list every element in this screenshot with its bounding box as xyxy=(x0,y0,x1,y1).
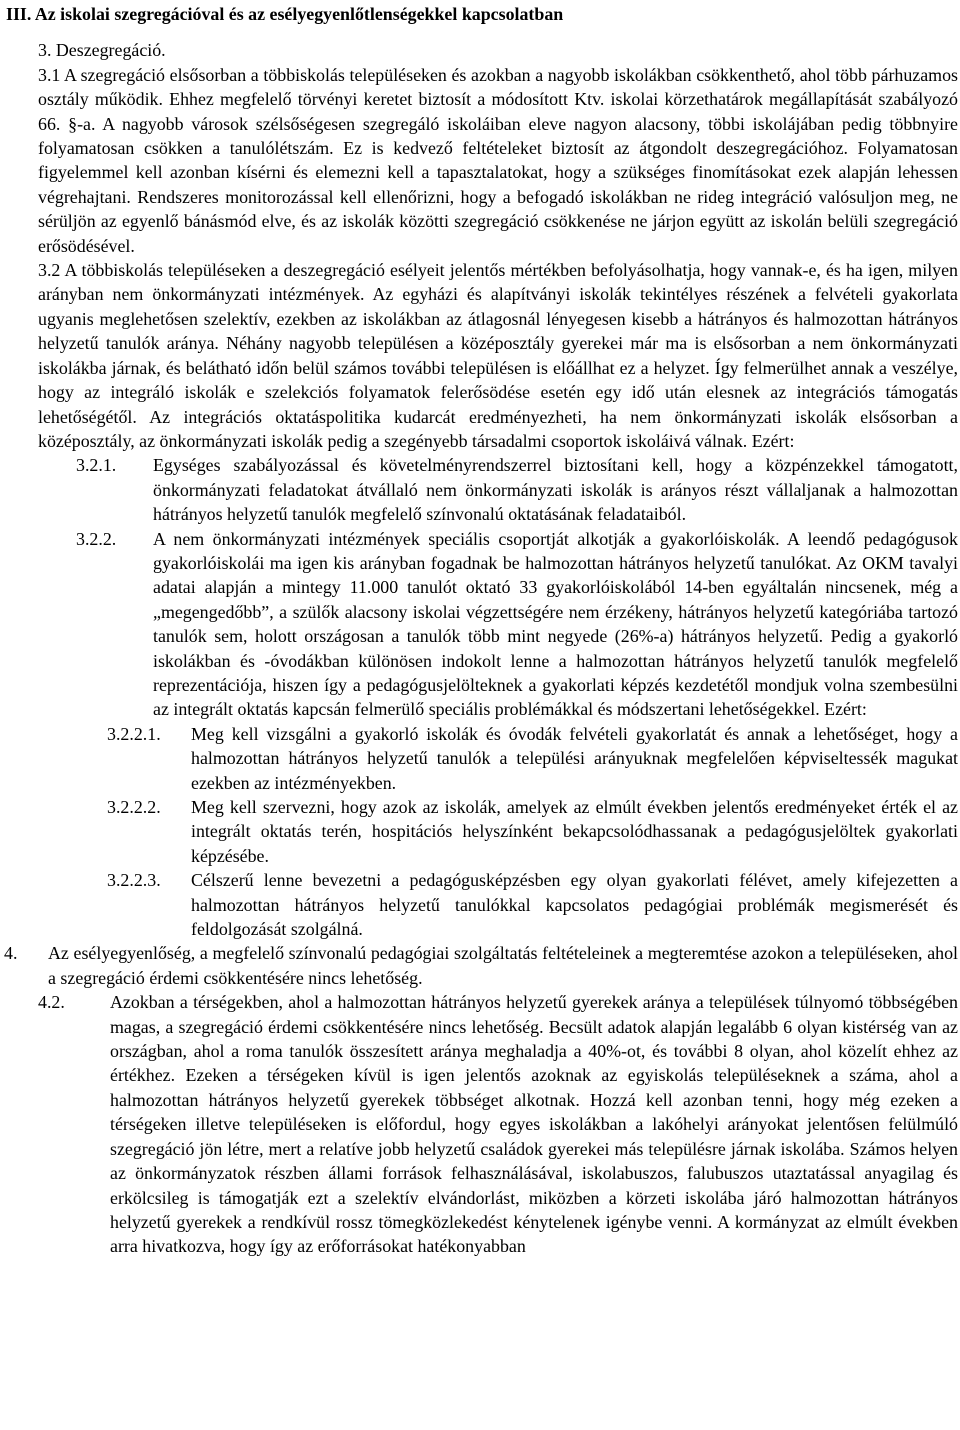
item-text: Célszerű lenne bevezetni a pedagógusképzésben egy olyan gyakorlati félévet, amely kifejezetten a halmozottan hátrányos helyzetű tanulókkal kapcsolatos pedagógiai problémák megismerését és feldolgozását szolgálná. xyxy=(191,870,958,940)
item-text: Meg kell vizsgálni a gyakorló iskolák és óvodák felvételi gyakorlatát és annak a lehetőséget, hogy a halmozottan hátrányos helyzetű tanulók a települési arányuknak megfelelően képviseltessék magukat ezekben az intézményekben. xyxy=(191,723,958,793)
item-text: Az esélyegyenlőség, a megfelelő színvonalú pedagógiai szolgáltatás feltételeinek a megteremtése azokon a településeken, ahol a szegregáció érdemi csökkentésére nincs lehetőség. xyxy=(48,943,958,988)
item-number: 3.2.2. xyxy=(76,528,117,549)
section-4-item xyxy=(4,941,958,990)
item-number: 4. xyxy=(4,943,18,964)
list-item-3-2-2-3 xyxy=(107,868,958,941)
item-number: 3.2.1. xyxy=(76,455,117,476)
paragraph-3-1: 3.1 A szegregáció elsősorban a többiskolás településeken és azokban a nagyobb iskolákban csökkenthető, ahol több párhuzamos osztály működik. Ehhez megfelelő törvényi keretet biztosít a módosított Ktv. iskolai körzethatárok megállapítását szabályozó 66. §-a. A nagyobb városok szélsőségesen szegregáló iskoláiban eleve nagyon alacsony, többi iskolájában pedig többnyire folyamatosan csökken a tanulólétszám. Ez is kedvező feltételeket biztosít az átgondolt deszegregációhoz. Folyamatosan figyelemmel kell azonban kísérni és elemezni kell a tapasztalatokat, hogy a szükséges finomításokat ezek alapján lehessen végrehajtani. Rendszeres monitorozással kell ellenőrizni, hogy a befogadó iskolákban ne rideg integráció valósuljon meg, ne sérüljön az egyenlő bánásmód elve, és az iskolák közötti szegregáció csökkenése ne járjon együtt az iskolán belüli szegregáció erősödésével. xyxy=(38,64,958,256)
list-item-3-2-2 xyxy=(76,527,958,722)
list-item-3-2-1 xyxy=(76,453,958,526)
paragraph-3-2: 3.2 A többiskolás településeken a deszegregáció esélyeit jelentős mértékben befolyásolhatja, hogy vannak-e, és ha igen, milyen arányban nem önkormányzati intézmények. Az egyházi és alapítványi iskolák tekintélyes részének a felvételi gyakorlata ugyanis meglehetősen szelektív, ezekben az iskolákban az átlagosnál lényegesen kisebb a hátrányos és halmozottan hátrányos helyzetű tanulók aránya. Néhány nagyobb településen a középosztály gyerekei már ma is elsősorban a nem önkormányzati iskolákba járnak, és belátható időn belül számos további településen is előállhat ez a helyzet. Így felmerülhet annak a veszélye, hogy az integráló iskolák e szelekciós folyamatok felerősödése esetén egy idő után elesnek az integrációs támogatás lehetőségétől. Az integrációs oktatáspolitika kudarcát eredményezheti, ha nem önkormányzati iskolák elsősorban a középosztály, az önkormányzati iskolák pedig a szegényebb társadalmi csoportok iskoláivá válnak. Ezért: xyxy=(38,260,958,451)
list-item-3-2-2-1 xyxy=(107,722,958,795)
item-text: Meg kell szervezni, hogy azok az iskolák, amelyek az elmúlt években jelentős eredményeket érték el az integrált oktatás terén, hospitációs helyszínként bekapcsolódhassanak a pedagógusjelöltek gyakorlati képzésébe. xyxy=(191,797,958,866)
item-number: 3.2.2.2. xyxy=(107,797,161,817)
item-text: Egységes szabályozással és követelményrendszerrel biztosítani kell, hogy a közpénzekkel támogatott, önkormányzati feladatokat átvállaló nem önkormányzati iskolák is arányos részt vállaljanak a halmozottan hátrányos helyzetű tanulók megfelelő színvonalú oktatásának feladataiból. xyxy=(153,455,958,525)
document-heading: III. Az iskolai szegregációval és az esélyegyenlőtlenségekkel kapcsolatban xyxy=(6,4,564,24)
list-item-3-2-2-2 xyxy=(107,795,958,868)
list-item-4-2 xyxy=(38,990,958,1258)
item-number: 4.2. xyxy=(38,992,65,1013)
item-text: A nem önkormányzati intézmények speciális csoportját alkotják a gyakorlóiskolák. A leendő pedagógusok gyakorlóiskolái ma igen kis arányban fogadnak be halmozottan hátrányos helyzetű tanulókat. Az OKM tavalyi adatai alapján a mintegy 11.000 tanulót oktató 33 gyakorlóiskolából 14-ben egyáltalán nincsenek, még a „megengedőbb”, a szülők alacsony iskolai végzettségére nem érzékeny, hátrányos helyzetű kategóriába tartozó tanulók sem, holott országosan a tanulók több mint negyede (26%-a) hátrányos helyzetű. Pedig a gyakorló iskolákban és -óvodákban különösen indokolt lenne a halmozottan hátrányos helyzetű tanulók megfelelő reprezentációja, hiszen így a pedagógusjelölteknek a gyakorlati képzés kezdetétől mondjuk volna szembesülni az integrált oktatás kapcsán felmerülő speciális problémákkal és módszertani lehetőségekkel. Ezért: xyxy=(153,528,958,720)
item-number: 3.2.2.3. xyxy=(107,870,161,891)
item-text: Azokban a térségekben, ahol a halmozottan hátrányos helyzetű gyerekek aránya a települések túlnyomó többségében magas, a szegregáció érdemi csökkentésére nincs lehetőség. Becsült adatok alapján legalább 6 olyan kistérség van az országban, ahol a roma tanulók összesített aránya meghaladja a 40%-ot, és további 8 olyan, ahol közelít ehhez az értékhez. Ezeken a térségeken kívül is igen jelentős azoknak az egyiskolás településeknek a száma, ahol a halmozottan hátrányos helyzetű gyerekek többséget alkotnak. Hozzá kell azonban tenni, hogy még ezeken a térségeken illetve településeken is előfordul, hogy egyes iskolákban a lakóhelyi arányokat jelentősen felülmúló szegregáció jön létre, mert a relatíve jobb helyzetű családok gyerekei más településre járnak iskolába. Számos helyen az önkormányzatok részben állami források felhasználásával, iskolabuszos, falubuszos utaztatással anyagilag és erkölcsileg is támogatják ezt a szelektív elvándorlást, miközben a körzeti iskolába járó halmozottan hátrányos helyzetű gyerekek a rendkívül rossz tömegközlekedést kénytelenek igénybe venni. A kormányzat az elmúlt években arra hivatkozva, hogy így az erőforrásokat hatékonyabban xyxy=(110,992,958,1257)
section-3-title: 3. Deszegregáció. xyxy=(38,40,166,61)
item-number: 3.2.2.1. xyxy=(107,723,161,744)
